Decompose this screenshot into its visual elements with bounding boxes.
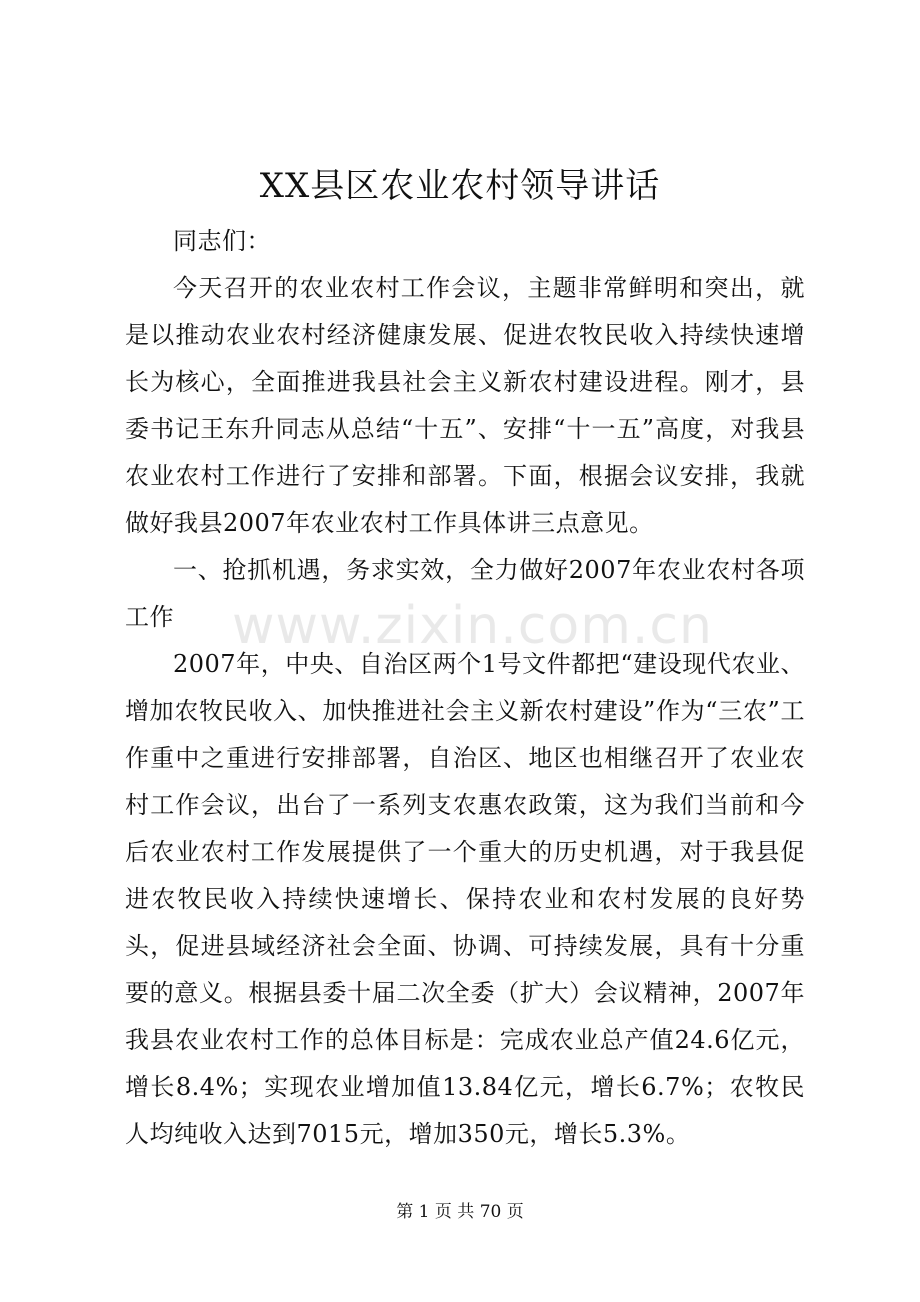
section-heading-1: 一、抢抓机遇，务求实效，全力做好2007年农业农村各项工作 — [125, 556, 805, 631]
document-body — [125, 218, 805, 1158]
page-footer: 第 1 页 共 70 页 — [396, 1202, 524, 1222]
intro-paragraph: 今天召开的农业农村工作会议，主题非常鲜明和突出，就是以推动农业农村经济健康发展、促进农牧民收入持续快速增长为核心，全面推进我县社会主义新农村建设进程。刚才，县委书记王东升同志从总结“十五”、安排“十一五”高度，对我县农业农村工作进行了安排和部署。下面，根据会议安排，我就做好我县2007年农业农村工作具体讲三点意见。 — [125, 274, 805, 537]
watermark: www.zixin.com.cn — [232, 596, 713, 656]
salutation-paragraph: 同志们： — [173, 227, 271, 255]
document-title: XX县区农业农村领导讲话 — [259, 166, 661, 206]
body-paragraph: 2007年，中央、自治区两个1号文件都把“建设现代农业、增加农牧民收入、加快推进社会主义新农村建设”作为“三农”工作重中之重进行安排部署，自治区、地区也相继召开了农业农村工作会议，出台了一系列支农惠农政策，这为我们当前和今后农业农村工作发展提供了一个重大的历史机遇，对于我县促进农牧民收入持续快速增长、保持农业和农村发展的良好势头，促进县域经济社会全面、协调、可持续发展，具有十分重要的意义。根据县委十届二次全委（扩大）会议精神，2007年我县农业农村工作的总体目标是：完成农业总产值24.6亿元，增长8.4%；实现农业增加值13.84亿元，增长6.7%；农牧民人均纯收入达到7015元，增加350元，增长5.3%。 — [125, 650, 805, 1148]
